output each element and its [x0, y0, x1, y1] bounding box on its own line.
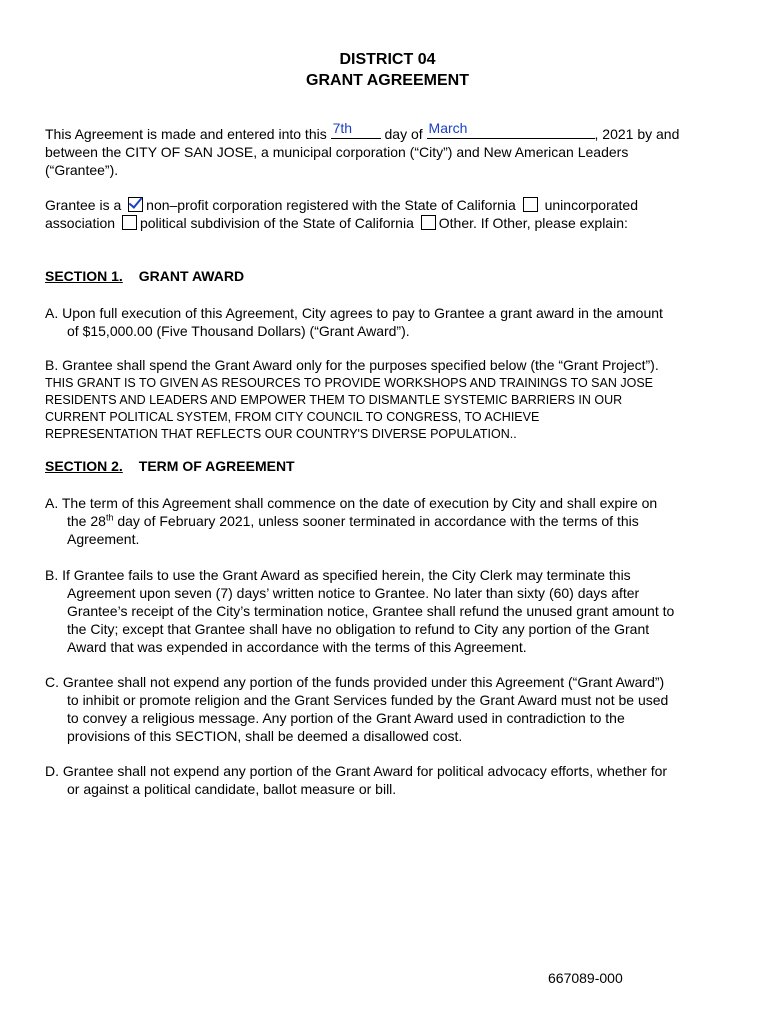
section-1-heading: SECTION 1. GRANT AWARD: [45, 268, 245, 284]
intro-line-3: (“Grantee”).: [45, 162, 119, 178]
intro-paragraph: [45, 120, 730, 179]
grantee-type-paragraph: [45, 196, 730, 232]
day-field[interactable]: 7th: [331, 124, 381, 139]
section-1-item-a: A. Upon full execution of this Agreement, City agrees to pay to Grantee a grant award in the amount of $15,000.00 (Five Thousand Dollars) (“Grant Award”).: [45, 305, 663, 339]
grant-purpose-text: THIS GRANT IS TO GIVEN AS RESOURCES TO PROVIDE WORKSHOPS AND TRAININGS TO SAN JOSE RESIDENTS AND LEADERS AND EMPOWER THEM TO DISMANTLE SYSTEMIC BARRIERS IN OUR CURRENT POLITICAL SYSTEM, FROM CITY COUNCIL TO CONGRESS, TO ACHIEVE REPRESENTATION THAT REFLECTS OUR COUNTRY'S DIVERSE POPULATION..: [45, 376, 654, 441]
section-1-item-b: B. Grantee shall spend the Grant Award only for the purposes specified below (the “Grant Project”).: [45, 357, 659, 373]
section-2-item-d: D. Grantee shall not expend any portion of the Grant Award for political advocacy efforts, whether for or against a political candidate, ballot measure or bill.: [45, 763, 668, 797]
intro-line-1: This Agreement is made and entered into this 7th day of March , 2021 by and: [45, 120, 680, 142]
section-2-item-c: C. Grantee shall not expend any portion of the funds provided under this Agreement (“Grant Award”) to inhibit or promote religion and the Grant Services funded by the Grant Award must not be used to convey a religious message. Any portion of the Grant Award used in contradiction to the provisions of this SECTION, shall be deemed a disallowed cost.: [45, 674, 669, 744]
grantee-type-line-1: Grantee is a non–profit corporation registered with the State of California unincorporated: [45, 197, 638, 213]
other-checkbox[interactable]: [421, 215, 436, 230]
intro-line-2: between the CITY OF SAN JOSE, a municipal corporation (“City”) and New American Leaders: [45, 144, 629, 160]
section-2-item-b: B. If Grantee fails to use the Grant Award as specified herein, the City Clerk may terminate this Agreement upon seven (7) days’ written notice to Grantee. No later than sixty (60) days after Grantee’s receipt of the City’s termination notice, Grantee shall refund the unused grant amount to the City; except that Grantee shall have no obligation to refund to City any portion of the Grant Award that was expended in accordance with the terms of this Agreement.: [45, 567, 675, 655]
month-field[interactable]: March: [427, 124, 595, 139]
political-subdivision-checkbox[interactable]: [122, 215, 137, 230]
section-2-heading: SECTION 2. TERM OF AGREEMENT: [45, 458, 295, 474]
grantee-type-line-2: association political subdivision of the State of California Other. If Other, please explain:: [45, 215, 628, 231]
nonprofit-checkbox[interactable]: [128, 197, 143, 212]
agreement-title: GRANT AGREEMENT: [306, 72, 469, 89]
district-heading: DISTRICT 04: [339, 51, 436, 68]
unincorporated-checkbox[interactable]: [523, 197, 538, 212]
document-number: 667089-000: [548, 970, 623, 986]
section-2-item-a: A. The term of this Agreement shall commence on the date of execution by City and shall expire on the 28th day of February 2021, unless sooner terminated in accordance with the terms of this Agreement.: [45, 495, 658, 547]
